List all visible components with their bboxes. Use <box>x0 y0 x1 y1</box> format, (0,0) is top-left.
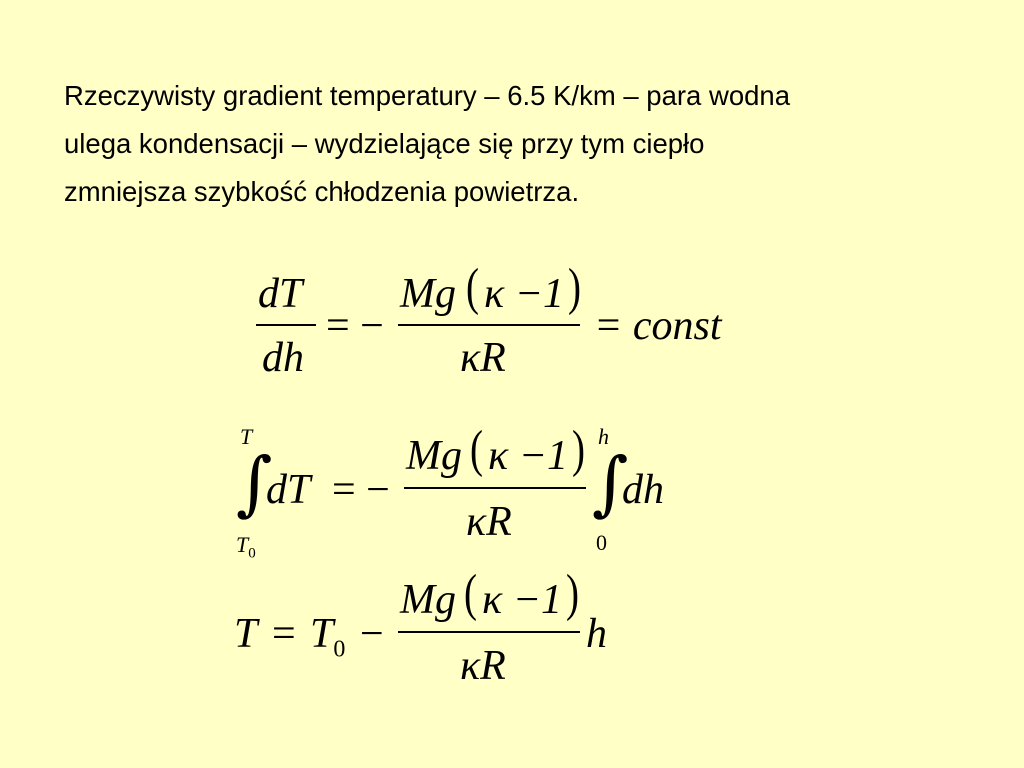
eq3-numerator-mg: Mg <box>400 577 456 623</box>
eq2-integrand-left: dT <box>266 467 311 513</box>
eq3-rhs: h <box>586 611 607 657</box>
eq2-numerator-kappa: κ −1 <box>488 433 569 479</box>
eq2-fraction-bar <box>404 487 586 489</box>
eq1-numerator-kappa: κ −1 <box>484 271 565 317</box>
eq3-equals: = <box>272 611 296 657</box>
eq3-fraction-bar <box>398 631 580 633</box>
eq2-lower-limit-right: 0 <box>596 530 607 555</box>
eq1-fraction-bar <box>398 324 580 326</box>
eq1-lhs-numerator: dT <box>258 271 303 317</box>
eq2-lower-limit-left: $T_0$ <box>236 532 256 562</box>
eq3-numerator-kappa: κ −1 <box>482 577 563 623</box>
eq2-upper-limit-right: h <box>598 424 609 449</box>
eq2-upper-limit-left: T <box>240 424 253 449</box>
eq3-right-paren: ) <box>566 565 579 622</box>
eq2-right-paren: ) <box>572 421 585 478</box>
eq3-minus: − <box>360 611 384 657</box>
paragraph-line-3: zmniejsza szybkość chłodzenia powietrza. <box>64 176 580 207</box>
eq2-numerator-mg: Mg <box>406 433 462 479</box>
eq3-t0: $T_0$ <box>310 611 346 663</box>
eq1-numerator-mg: Mg <box>400 271 456 317</box>
eq1-rhs-const: = const <box>594 303 722 349</box>
eq1-equals-minus: = − <box>326 303 384 349</box>
eq1-denominator: κR <box>460 335 506 381</box>
eq2-equals-minus: = − <box>332 467 390 513</box>
eq1-left-paren: ( <box>466 259 479 316</box>
body-paragraph <box>64 72 1004 216</box>
eq1-lhs-denominator: dh <box>262 335 304 381</box>
eq3-left-paren: ( <box>464 565 477 622</box>
eq3-lhs: T <box>234 611 258 657</box>
eq1-lhs-fraction-bar <box>256 324 316 326</box>
eq2-integral-left: ∫ <box>236 442 273 524</box>
eq1-right-paren: ) <box>568 259 581 316</box>
paragraph-line-1: Rzeczywisty gradient temperatury – 6.5 K/km – para wodna <box>64 80 791 111</box>
eq2-integrand-right: dh <box>622 467 664 513</box>
paragraph-line-2: ulega kondensacji – wydzielające się przy tym ciepło <box>64 128 705 159</box>
eq3-denominator: κR <box>460 643 506 689</box>
eq2-denominator: κR <box>466 499 512 545</box>
eq2-left-paren: ( <box>470 421 483 478</box>
eq2-integral-right: ∫ <box>592 442 629 524</box>
